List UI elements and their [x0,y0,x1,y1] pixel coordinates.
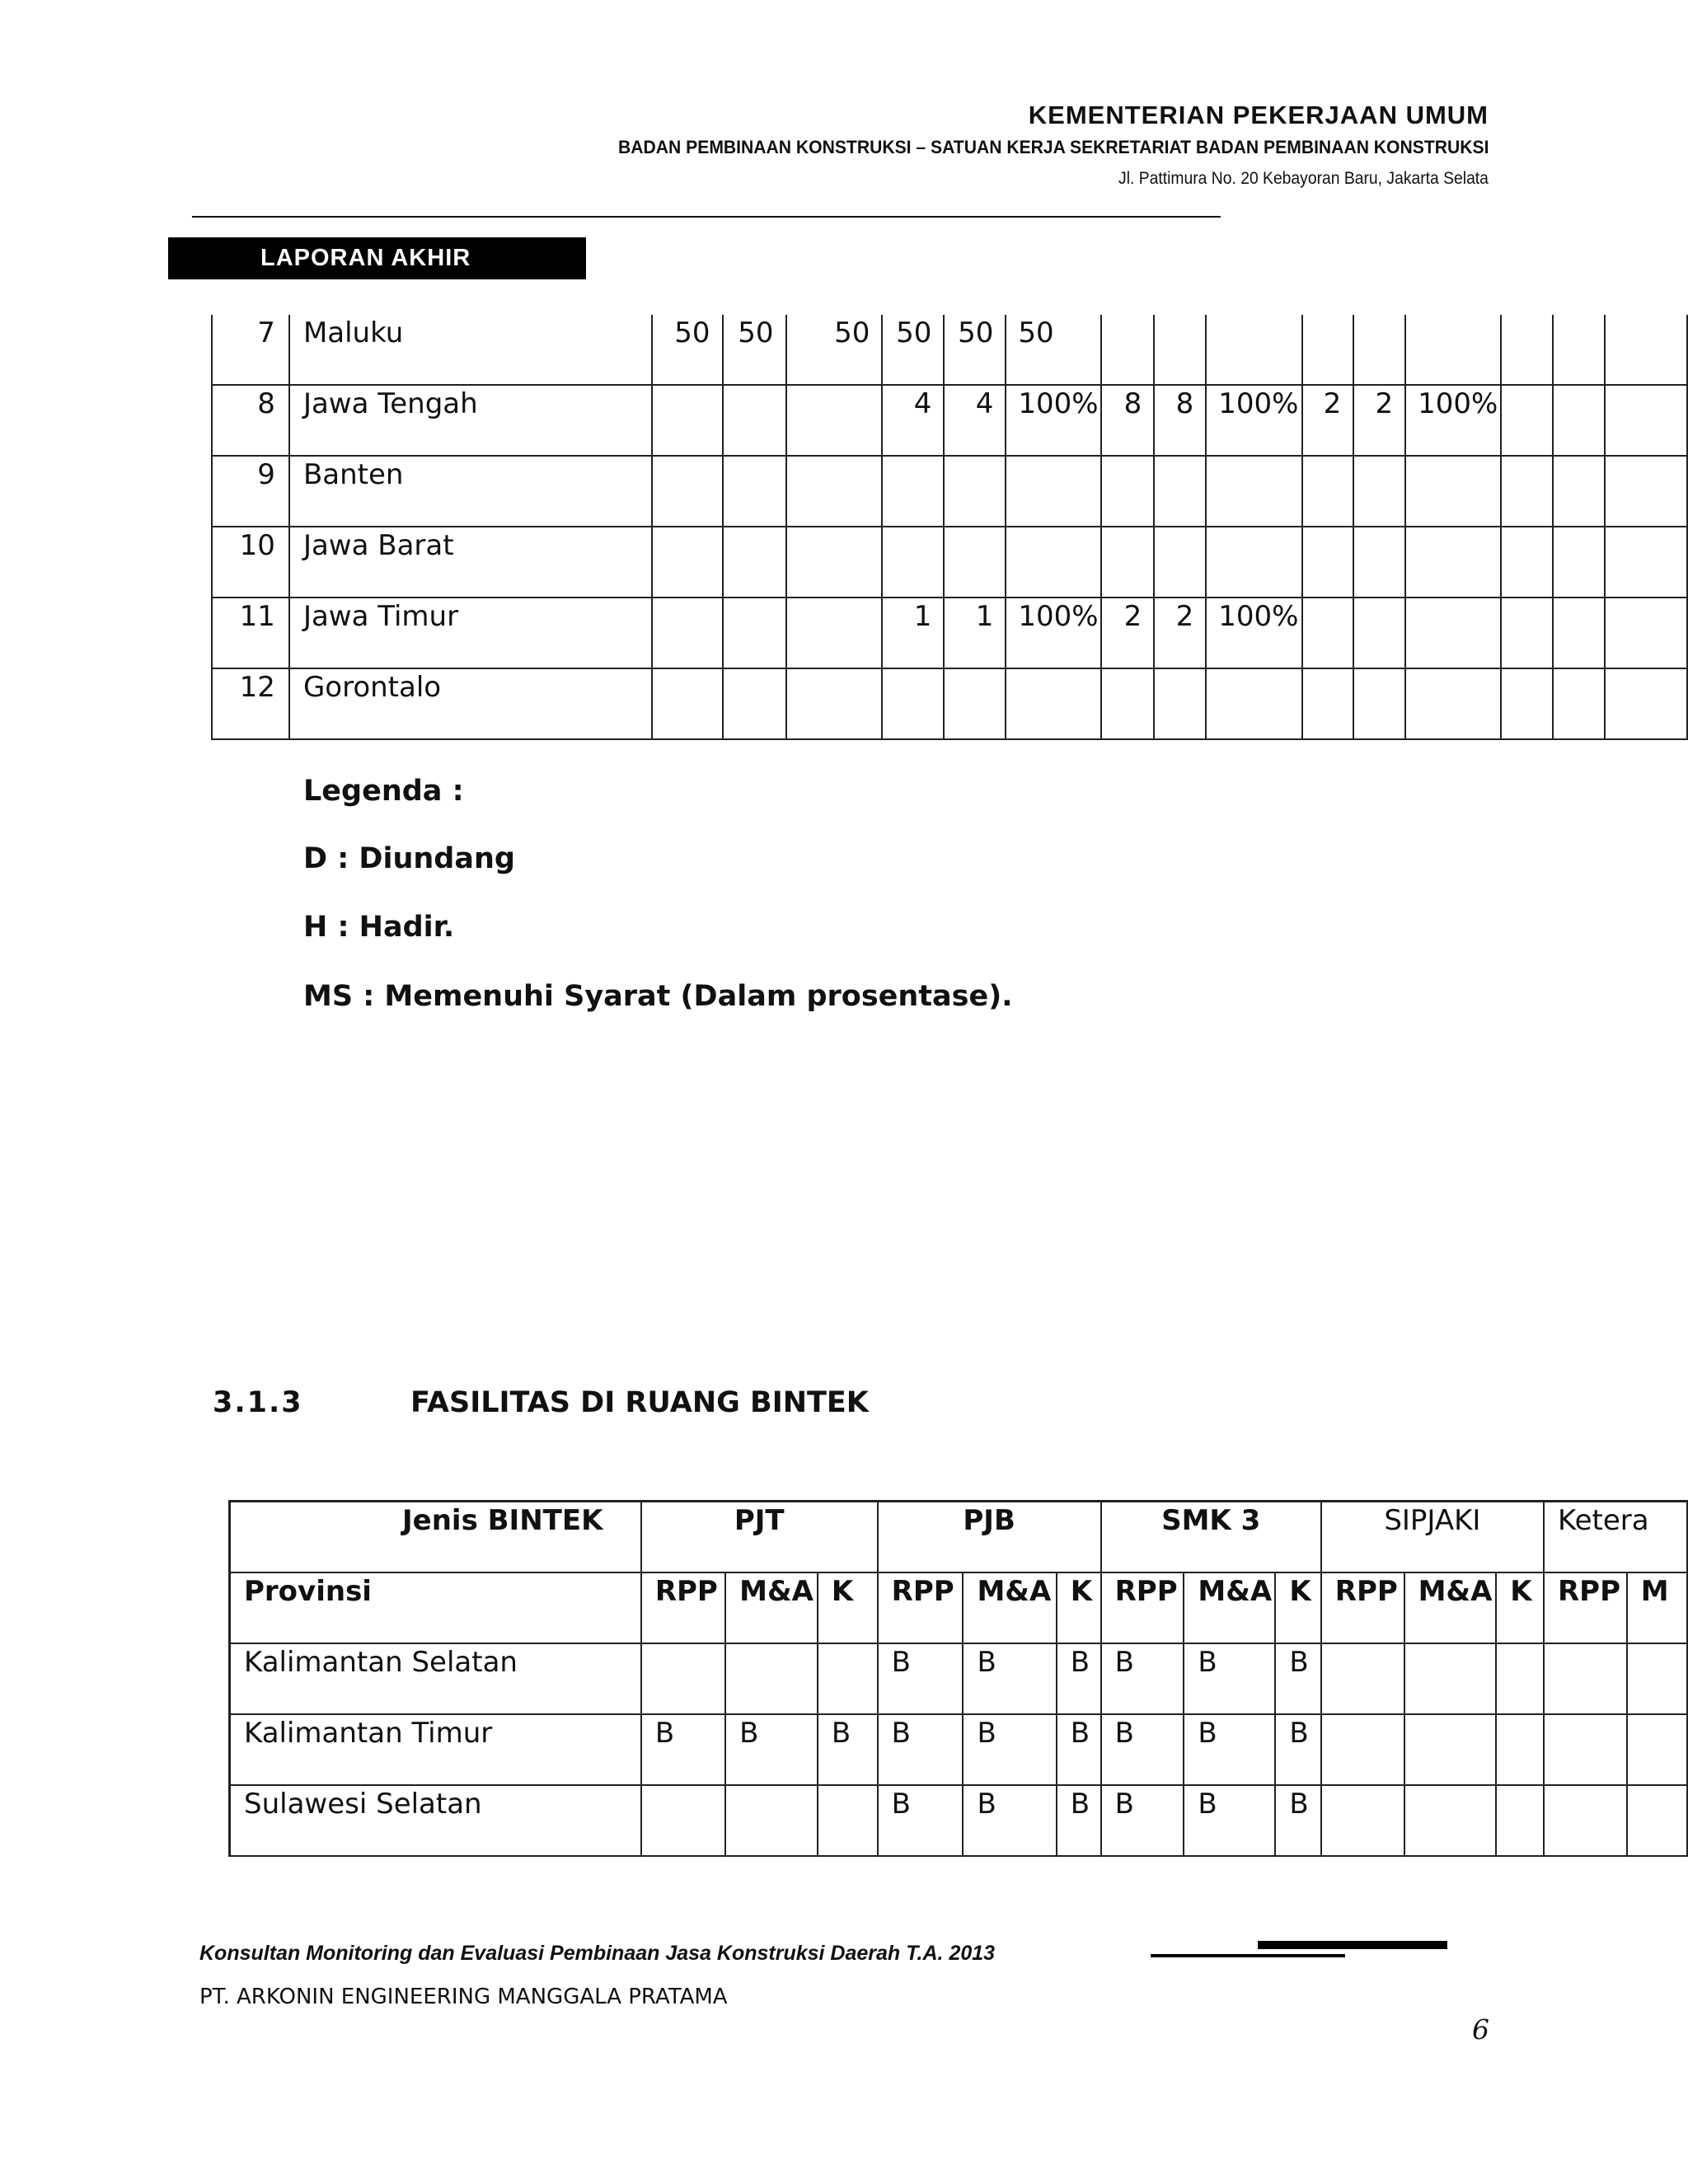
section-number: 3.1.3 [213,1386,303,1419]
table-cell [1553,456,1605,527]
subheader-cell: K [1275,1572,1320,1643]
corner-header-provinsi: Provinsi [230,1572,641,1643]
table-cell: 50 [1006,315,1101,385]
attendance-table [211,315,1688,740]
table-row [230,1785,1688,1856]
table-cell: B [641,1714,725,1785]
table-cell [1404,1714,1497,1785]
table-cell [1605,385,1687,456]
row-number: 11 [212,598,289,668]
table-cell: B [878,1785,964,1856]
table-cell [1321,1714,1404,1785]
table-cell: 100% [1006,385,1101,456]
facility-table [228,1500,1688,1857]
table-cell [1501,598,1553,668]
table-cell: B [1057,1714,1101,1785]
table-cell [1353,527,1405,598]
ministry-title: KEMENTERIAN PEKERJAAN UMUM [1028,101,1489,129]
table-cell [1206,527,1302,598]
table-row [212,668,1687,739]
table-cell: 100% [1405,385,1501,456]
table-cell [944,527,1006,598]
table-cell: B [878,1714,964,1785]
table-cell: 1 [944,598,1006,668]
table-cell [1302,527,1353,598]
table-cell: B [1057,1643,1101,1714]
table-cell [723,598,786,668]
table-cell: B [725,1714,818,1785]
table-cell [1206,668,1302,739]
table-row [212,598,1687,668]
table-cell [882,668,944,739]
subheader-cell: K [1496,1572,1544,1643]
table-cell [725,1785,818,1856]
subheader-cell: M [1627,1572,1687,1643]
table-row [212,456,1687,527]
table-cell: 2 [1101,598,1154,668]
table-cell [1404,1785,1497,1856]
table-cell [1553,315,1605,385]
table-cell [725,1643,818,1714]
table-cell: 2 [1353,385,1405,456]
table-cell [1405,598,1501,668]
table-cell: B [1275,1714,1320,1785]
table-cell [1544,1714,1627,1785]
table-cell [1353,456,1405,527]
table-cell [1605,598,1687,668]
table-cell [1501,527,1553,598]
table-cell [1627,1643,1687,1714]
table-cell [1206,456,1302,527]
table-cell: 4 [944,385,1006,456]
table-cell: 8 [1101,385,1154,456]
table-cell [1302,456,1353,527]
table-cell [786,385,883,456]
province-name: Kalimantan Timur [230,1714,641,1785]
table-cell [1302,598,1353,668]
table-cell [1544,1643,1627,1714]
legend-h: H : Hadir. [303,911,455,944]
table-cell [1501,668,1553,739]
table-cell: 100% [1006,598,1101,668]
province-name: Sulawesi Selatan [230,1785,641,1856]
group-header-keterangan: Ketera [1544,1502,1687,1573]
table-cell [786,456,883,527]
footer-decorative-bar [1258,1941,1447,1949]
table-cell: B [1101,1714,1184,1785]
table-cell [1405,527,1501,598]
table-cell: 100% [1206,385,1302,456]
subheader-cell: RPP [878,1572,964,1643]
table-cell [1101,315,1154,385]
table-cell [1321,1785,1404,1856]
subheader-cell: K [818,1572,878,1643]
table-cell [1006,527,1101,598]
table-cell: 50 [723,315,786,385]
office-address: Jl. Pattimura No. 20 Kebayoran Baru, Jakarta Selata [1118,169,1489,188]
table-cell: B [963,1785,1056,1856]
province-name: Banten [289,456,652,527]
table-cell [1605,668,1687,739]
table-cell [723,668,786,739]
table-cell: 2 [1302,385,1353,456]
table-cell [1501,456,1553,527]
table-cell [652,527,723,598]
table-cell [1302,668,1353,739]
table-row [230,1714,1688,1785]
report-label-banner: LAPORAN AKHIR [168,237,586,279]
subheader-cell: K [1057,1572,1101,1643]
table-cell: B [1184,1643,1275,1714]
province-name: Kalimantan Selatan [230,1643,641,1714]
table-cell [1353,668,1405,739]
table-cell: B [1275,1785,1320,1856]
table-cell: B [1275,1643,1320,1714]
table-cell [944,668,1006,739]
table-cell [1404,1643,1497,1714]
table-row [230,1643,1688,1714]
row-number: 12 [212,668,289,739]
table-cell [1353,598,1405,668]
table-cell [1605,527,1687,598]
table-cell [1553,668,1605,739]
table-cell: B [1101,1643,1184,1714]
group-header-sipjaki: SIPJAKI [1321,1502,1544,1573]
table-cell [1006,456,1101,527]
table-cell: B [1101,1785,1184,1856]
subheader-cell: M&A [1184,1572,1275,1643]
subheader-cell: RPP [1101,1572,1184,1643]
table-cell: 8 [1154,385,1206,456]
table-cell [882,456,944,527]
table-cell: B [878,1643,964,1714]
province-name: Gorontalo [289,668,652,739]
table-cell [786,527,883,598]
group-header-pjt: PJT [641,1502,878,1573]
footer-title: Konsultan Monitoring dan Evaluasi Pembinaan Jasa Konstruksi Daerah T.A. 2013 [199,1942,996,1965]
subheader-cell: RPP [1544,1572,1627,1643]
province-name: Jawa Barat [289,527,652,598]
agency-subtitle: BADAN PEMBINAAN KONSTRUKSI – SATUAN KERJA SEKRETARIAT BADAN PEMBINAAN KONSTRUKSI [617,137,1489,157]
table-cell [818,1643,878,1714]
table-cell: B [963,1643,1056,1714]
table-row [212,527,1687,598]
table-cell: 4 [882,385,944,456]
row-number: 8 [212,385,289,456]
subheader-cell: M&A [725,1572,818,1643]
table-cell: 2 [1154,598,1206,668]
table-cell [652,385,723,456]
table-cell: B [1184,1785,1275,1856]
table-cell: 1 [882,598,944,668]
subheader-cell: RPP [641,1572,725,1643]
table-cell [652,456,723,527]
table-cell [1206,315,1302,385]
table-cell [1101,527,1154,598]
table-cell [1154,668,1206,739]
subheader-cell: RPP [1321,1572,1404,1643]
table-cell [1553,385,1605,456]
table-cell [1501,315,1553,385]
table-cell [1101,668,1154,739]
row-number: 10 [212,527,289,598]
subheader-cell: M&A [1404,1572,1497,1643]
table-cell [1405,315,1501,385]
table-cell [1353,315,1405,385]
table-cell [1496,1714,1544,1785]
section-title: FASILITAS DI RUANG BINTEK [410,1386,869,1419]
table-cell: B [963,1714,1056,1785]
table-cell [1605,315,1687,385]
table-cell [641,1785,725,1856]
table-cell [1154,456,1206,527]
table-cell [786,598,883,668]
table-cell [882,527,944,598]
table-cell: 50 [786,315,883,385]
table-cell [818,1785,878,1856]
table-cell [1627,1714,1687,1785]
table-cell [1405,668,1501,739]
table-cell: 100% [1206,598,1302,668]
table-cell: B [1184,1714,1275,1785]
table-cell: B [1057,1785,1101,1856]
table-row [212,385,1687,456]
table-cell [1553,527,1605,598]
table-cell [1627,1785,1687,1856]
table-cell [944,456,1006,527]
subheader-cell: M&A [963,1572,1056,1643]
table-cell [723,385,786,456]
province-name: Jawa Timur [289,598,652,668]
table-cell: 50 [882,315,944,385]
table-cell [1154,527,1206,598]
table-cell: B [818,1714,878,1785]
table-cell [1101,456,1154,527]
table-cell [1496,1785,1544,1856]
table-cell [1302,315,1353,385]
table-cell [1496,1643,1544,1714]
table-cell: 50 [652,315,723,385]
corner-header-jenis: Jenis BINTEK [230,1502,641,1573]
province-name: Jawa Tengah [289,385,652,456]
table-row [212,315,1687,385]
header-divider [192,216,1221,218]
table-cell [723,527,786,598]
table-cell [723,456,786,527]
legend-d: D : Diundang [303,842,515,875]
group-header-smk3: SMK 3 [1101,1502,1321,1573]
legend-ms: MS : Memenuhi Syarat (Dalam prosentase). [303,980,1013,1013]
row-number: 9 [212,456,289,527]
table-cell: 50 [944,315,1006,385]
table-cell [1154,315,1206,385]
table-cell [1405,456,1501,527]
province-name: Maluku [289,315,652,385]
table-cell [786,668,883,739]
table-cell [652,668,723,739]
footer-decorative-line [1151,1954,1345,1957]
legend-title: Legenda : [303,775,464,808]
table-cell [1321,1643,1404,1714]
table-cell [1544,1785,1627,1856]
table-cell [1605,456,1687,527]
row-number: 7 [212,315,289,385]
group-header-pjb: PJB [878,1502,1101,1573]
table-cell [1553,598,1605,668]
footer-company: PT. ARKONIN ENGINEERING MANGGALA PRATAMA [199,1985,728,2009]
table-cell [1501,385,1553,456]
table-cell [652,598,723,668]
table-cell [1006,668,1101,739]
table-cell [641,1643,725,1714]
page-number: 6 [1472,2013,1489,2046]
